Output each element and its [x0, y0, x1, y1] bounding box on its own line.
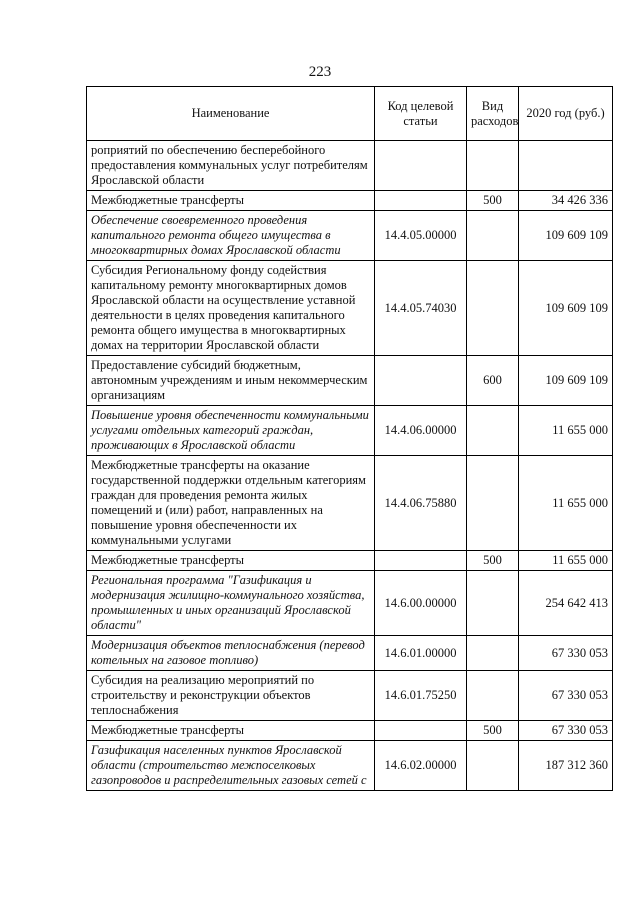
row-amount-cell	[519, 141, 613, 191]
row-amount-cell: 11 655 000	[519, 406, 613, 456]
row-code-cell: 14.6.01.00000	[375, 636, 467, 671]
table-row	[87, 456, 613, 551]
row-name-cell: Межбюджетные трансферты на оказание государственной поддержки отдельным категориям граждан для проведения ремонта жилых помещений и (или) работ, направленных на повышение уровня обеспеченности их коммунальными услугами	[87, 456, 375, 551]
row-code-cell	[375, 551, 467, 571]
row-code-cell: 14.4.05.74030	[375, 261, 467, 356]
row-name-cell: Повышение уровня обеспеченности коммунальными услугами отдельных категорий граждан, проживающих в Ярославской области	[87, 406, 375, 456]
row-code-cell: 14.4.06.75880	[375, 456, 467, 551]
row-type-cell	[467, 741, 519, 791]
table-row	[87, 356, 613, 406]
row-amount-cell: 34 426 336	[519, 191, 613, 211]
row-type-cell	[467, 261, 519, 356]
row-amount-cell: 187 312 360	[519, 741, 613, 791]
row-code-cell: 14.6.02.00000	[375, 741, 467, 791]
row-name-cell: Региональная программа "Газификация и модернизация жилищно-коммунального хозяйства, промышленных и иных организаций Ярославской области"	[87, 571, 375, 636]
row-type-cell: 500	[467, 191, 519, 211]
row-name-cell: Газификация населенных пунктов Ярославской области (строительство межпоселковых газопроводов и распределительных газовых сетей с	[87, 741, 375, 791]
table-row	[87, 191, 613, 211]
row-type-cell: 500	[467, 551, 519, 571]
row-amount-cell: 67 330 053	[519, 671, 613, 721]
row-code-cell: 14.4.05.00000	[375, 211, 467, 261]
row-name-cell: Межбюджетные трансферты	[87, 721, 375, 741]
row-amount-cell: 11 655 000	[519, 551, 613, 571]
row-name-cell: Модернизация объектов теплоснабжения (перевод котельных на газовое топливо)	[87, 636, 375, 671]
row-amount-cell: 109 609 109	[519, 261, 613, 356]
table-row	[87, 141, 613, 191]
row-type-cell	[467, 636, 519, 671]
column-header-code: Код целевой статьи	[375, 87, 467, 141]
table-row	[87, 406, 613, 456]
row-type-cell: 600	[467, 356, 519, 406]
page-number: 223	[308, 64, 332, 80]
row-amount-cell: 67 330 053	[519, 636, 613, 671]
row-type-cell	[467, 406, 519, 456]
row-name-cell: Межбюджетные трансферты	[87, 551, 375, 571]
table-row	[87, 636, 613, 671]
row-name-cell: роприятий по обеспечению бесперебойного предоставления коммунальных услуг потребителям Ярославской области	[87, 141, 375, 191]
row-code-cell	[375, 356, 467, 406]
column-header-type: Вид расходов	[467, 87, 519, 141]
row-type-cell: 500	[467, 721, 519, 741]
row-name-cell: Предоставление субсидий бюджетным, автономным учреждениям и иным некоммерческим организациям	[87, 356, 375, 406]
table-header-row	[87, 87, 613, 141]
row-code-cell	[375, 191, 467, 211]
row-amount-cell: 11 655 000	[519, 456, 613, 551]
row-type-cell	[467, 211, 519, 261]
column-header-name: Наименование	[87, 87, 375, 141]
row-code-cell: 14.4.06.00000	[375, 406, 467, 456]
table-row	[87, 571, 613, 636]
row-code-cell	[375, 721, 467, 741]
row-code-cell: 14.6.01.75250	[375, 671, 467, 721]
row-name-cell: Обеспечение своевременного проведения капитального ремонта общего имущества в многоквартирных домах Ярославской области	[87, 211, 375, 261]
row-type-cell	[467, 141, 519, 191]
row-name-cell: Межбюджетные трансферты	[87, 191, 375, 211]
row-amount-cell: 109 609 109	[519, 356, 613, 406]
table-row	[87, 671, 613, 721]
row-amount-cell: 254 642 413	[519, 571, 613, 636]
table-row	[87, 211, 613, 261]
row-type-cell	[467, 671, 519, 721]
row-code-cell: 14.6.00.00000	[375, 571, 467, 636]
row-code-cell	[375, 141, 467, 191]
budget-table	[86, 86, 613, 791]
table-row	[87, 261, 613, 356]
table-row	[87, 741, 613, 791]
table-row	[87, 721, 613, 741]
row-amount-cell: 109 609 109	[519, 211, 613, 261]
row-name-cell: Субсидия Региональному фонду содействия капитальному ремонту многоквартирных домов Ярославской области на осуществление уставной деятельности в целях проведения капитального ремонта общего имущества в многоквартирных домах на территории Ярославской области	[87, 261, 375, 356]
row-type-cell	[467, 456, 519, 551]
row-name-cell: Субсидия на реализацию мероприятий по строительству и реконструкции объектов теплоснабжения	[87, 671, 375, 721]
column-header-amount: 2020 год (руб.)	[519, 87, 613, 141]
table-row	[87, 551, 613, 571]
row-type-cell	[467, 571, 519, 636]
row-amount-cell: 67 330 053	[519, 721, 613, 741]
